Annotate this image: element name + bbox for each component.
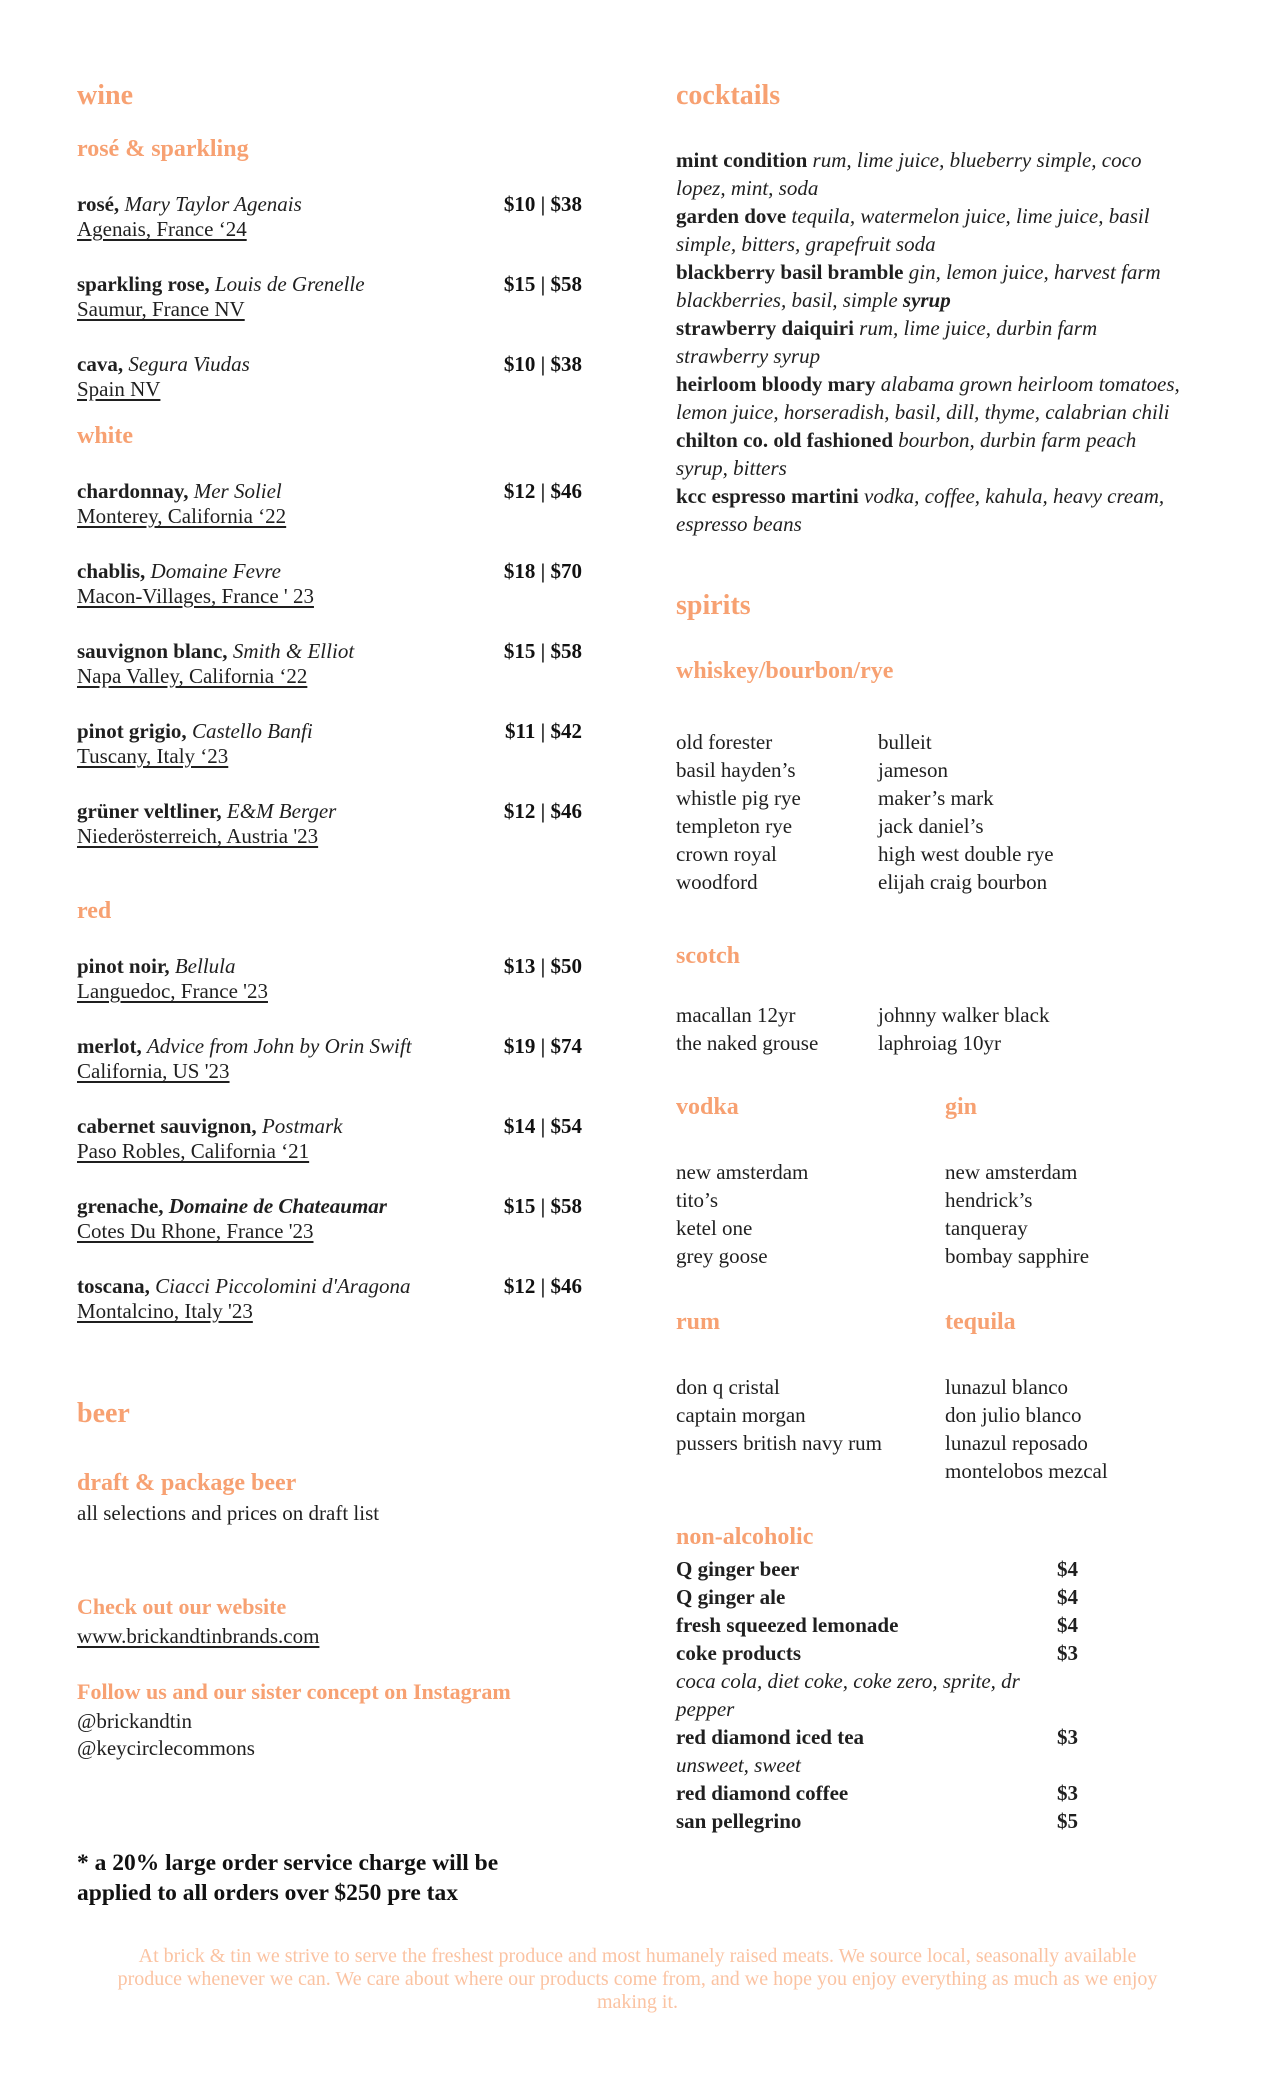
cocktails-section-header: cocktails	[676, 80, 781, 111]
scotch-title: scotch	[676, 943, 740, 969]
wine-item	[77, 1194, 582, 1244]
wine-producer: Bellula	[174, 954, 236, 978]
spirit-item: bulleit	[878, 730, 932, 754]
non-alcoholic-name: san pellegrino	[676, 1809, 802, 1833]
cocktail-name: strawberry daiquiri	[676, 316, 854, 340]
wine-item	[77, 1034, 582, 1084]
wine-item	[77, 1114, 582, 1164]
wine-item	[77, 1274, 582, 1324]
cocktail-item	[676, 314, 1190, 370]
spirit-item: jameson	[878, 758, 948, 782]
spirit-item: pussers british navy rum	[676, 1431, 882, 1455]
wine-item	[77, 479, 582, 529]
cocktail-ingredients: gin, lemon juice, harvest farm blackberries, basil, simple	[676, 260, 1161, 312]
wine-price: $15 | $58	[503, 639, 582, 663]
wine-price: $15 | $58	[503, 272, 582, 296]
cocktail-item	[676, 370, 1190, 426]
spirit-item: macallan 12yr	[676, 1003, 796, 1027]
spirit-item: hendrick’s	[945, 1188, 1033, 1212]
vodka-gin-section	[676, 1095, 1190, 1310]
website-label: Check out our website	[77, 1594, 287, 1619]
wine-region: Niederösterreich, Austria '23	[77, 824, 319, 848]
non-alcoholic-price: $4	[1057, 1585, 1078, 1609]
spirit-item: high west double rye	[878, 842, 1054, 866]
wine-region: Languedoc, France '23	[77, 979, 268, 1003]
cocktail-ingredients-bold: syrup	[897, 288, 951, 312]
cocktail-item	[676, 202, 1190, 258]
wine-name: merlot,	[77, 1034, 142, 1058]
cocktail-name: blackberry basil bramble	[676, 260, 904, 284]
wine-producer: Smith & Elliot	[232, 639, 355, 663]
wine-producer: Postmark	[261, 1114, 343, 1138]
spirit-item: basil hayden’s	[676, 758, 796, 782]
wine-producer: Castello Banfi	[191, 719, 313, 743]
whiskey-bourbon-rye-section	[676, 659, 1190, 896]
wine-item	[77, 272, 582, 322]
spirit-item: templeton rye	[676, 814, 793, 838]
spirit-item: captain morgan	[676, 1403, 806, 1427]
wine-name: sauvignon blanc,	[77, 639, 228, 663]
rum-list	[676, 1373, 936, 1457]
footer-line-3: making it.	[596, 1991, 679, 2013]
wine-item	[77, 559, 582, 609]
rum-tequila-section	[676, 1310, 1190, 1525]
spirit-item: woodford	[676, 870, 758, 894]
wine-region: Monterey, California ‘22	[77, 504, 287, 528]
non-alcoholic-price: $4	[1057, 1613, 1078, 1637]
gin-list	[945, 1158, 1190, 1270]
wine-item	[77, 352, 582, 402]
non-alcoholic-item	[676, 1723, 1078, 1751]
vodka-title: vodka	[676, 1094, 739, 1120]
wine-region: California, US '23	[77, 1059, 230, 1083]
footer-line-2: produce whenever we can. We care about where our products come from, and we hope you enjoy everything as much as we enjoy	[117, 1968, 1158, 1990]
rum-subsection	[676, 1310, 936, 1457]
wine-name: chablis,	[77, 559, 146, 583]
wine-producer: Advice from John by Orin Swift	[146, 1034, 412, 1058]
non-alcoholic-item	[676, 1555, 1078, 1583]
vodka-list	[676, 1158, 936, 1270]
wine-producer: Mary Taylor Agenais	[124, 192, 302, 216]
wine-region: Cotes Du Rhone, France '23	[77, 1219, 314, 1243]
wine-price: $18 | $70	[503, 559, 582, 583]
wine-section-header: wine	[77, 80, 133, 111]
whiskey-columns	[676, 728, 1190, 896]
wine-name: grüner veltliner,	[77, 799, 222, 823]
wine-price: $10 | $38	[503, 352, 582, 376]
wine-producer: Segura Viudas	[128, 352, 250, 376]
spirit-item: maker’s mark	[878, 786, 994, 810]
tequila-title: tequila	[945, 1309, 1016, 1335]
cocktail-name: garden dove	[676, 204, 787, 228]
scotch-column-2	[878, 1001, 1190, 1057]
non-alcoholic-title: non-alcoholic	[676, 1524, 814, 1550]
website-block	[77, 1594, 582, 1649]
wine-region: Agenais, France ‘24	[77, 217, 247, 241]
wine-region: Macon-Villages, France ' 23	[77, 584, 314, 608]
vodka-subsection	[676, 1095, 936, 1270]
whiskey-column-1	[676, 728, 878, 896]
spirit-item: montelobos mezcal	[945, 1459, 1108, 1483]
gin-subsection	[945, 1095, 1190, 1270]
spirit-item: whistle pig rye	[676, 786, 801, 810]
scotch-column-1	[676, 1001, 878, 1057]
spirit-item: new amsterdam	[945, 1160, 1078, 1184]
instagram-handle-brickandtin[interactable]: @brickandtin	[77, 1709, 192, 1733]
non-alcoholic-price: $5	[1057, 1809, 1078, 1833]
spirit-item: don q cristal	[676, 1375, 780, 1399]
non-alcoholic-name: red diamond iced tea	[676, 1725, 865, 1749]
spirit-item: tanqueray	[945, 1216, 1028, 1240]
non-alcoholic-item	[676, 1583, 1078, 1611]
rose-sparkling-section	[77, 137, 582, 432]
cocktail-ingredients: bourbon, durbin farm peach syrup, bitters	[676, 428, 1137, 480]
non-alcoholic-name: red diamond coffee	[676, 1781, 849, 1805]
spirit-item: grey goose	[676, 1244, 768, 1268]
wine-name: chardonnay,	[77, 479, 189, 503]
cocktail-item	[676, 258, 1190, 314]
rum-title: rum	[676, 1309, 720, 1335]
wine-producer: Louis de Grenelle	[214, 272, 365, 296]
wine-item	[77, 639, 582, 689]
scotch-columns	[676, 1001, 1190, 1057]
spirit-item: tito’s	[676, 1188, 719, 1212]
wine-producer: Ciacci Piccolomini d'Aragona	[155, 1274, 411, 1298]
cocktail-name: heirloom bloody mary	[676, 372, 876, 396]
spirit-item: laphroiag 10yr	[878, 1031, 1002, 1055]
wine-producer: Mer Soliel	[193, 479, 282, 503]
red-wine-section	[77, 899, 582, 1354]
wine-price: $12 | $46	[503, 799, 582, 823]
spirit-item: old forester	[676, 730, 773, 754]
non-alcoholic-item	[676, 1611, 1078, 1639]
wine-price: $11 | $42	[505, 719, 582, 743]
wine-name: pinot noir,	[77, 954, 170, 978]
instagram-label: Follow us and our sister concept on Instagram	[77, 1679, 511, 1704]
wine-item	[77, 719, 582, 769]
cocktail-name: mint condition	[676, 148, 808, 172]
wine-region: Saumur, France NV	[77, 297, 245, 321]
non-alcoholic-note: coca cola, diet coke, coke zero, sprite, dr pepper	[676, 1669, 1020, 1721]
wine-price: $10 | $38	[503, 192, 582, 216]
wine-price: $15 | $58	[503, 1194, 582, 1218]
cocktail-ingredients: rum, lime juice, durbin farm strawberry syrup	[676, 316, 1098, 368]
non-alcoholic-price: $3	[1057, 1725, 1078, 1749]
beer-section	[77, 1400, 582, 1526]
spirit-item: jack daniel’s	[878, 814, 984, 838]
non-alcoholic-name: Q ginger beer	[676, 1557, 800, 1581]
wine-region: Napa Valley, California ‘22	[77, 664, 308, 688]
non-alcoholic-item	[676, 1779, 1078, 1807]
wine-name: rosé,	[77, 192, 120, 216]
instagram-handle-keycirclecommons[interactable]: @keycirclecommons	[77, 1736, 255, 1760]
non-alcoholic-price: $3	[1057, 1781, 1078, 1805]
wine-item	[77, 799, 582, 849]
wine-name: pinot grigio,	[77, 719, 187, 743]
wine-price: $14 | $54	[503, 1114, 582, 1138]
wine-region: Spain NV	[77, 377, 161, 401]
non-alcoholic-name: coke products	[676, 1641, 802, 1665]
non-alcoholic-name: fresh squeezed lemonade	[676, 1613, 899, 1637]
rose-sparkling-title: rosé & sparkling	[77, 136, 249, 162]
rose-sparkling-items	[77, 192, 582, 402]
wine-region: Montalcino, Italy '23	[77, 1299, 253, 1323]
wine-price: $12 | $46	[503, 479, 582, 503]
website-link[interactable]: www.brickandtinbrands.com	[77, 1624, 320, 1648]
cocktail-item	[676, 146, 1190, 202]
tequila-subsection	[945, 1310, 1190, 1485]
wine-name: toscana,	[77, 1274, 150, 1298]
non-alcoholic-list	[676, 1555, 1078, 1835]
wine-name: cava,	[77, 352, 124, 376]
white-wine-section	[77, 424, 582, 879]
non-alcoholic-item	[676, 1807, 1078, 1835]
tequila-list	[945, 1373, 1190, 1485]
non-alcoholic-note: unsweet, sweet	[676, 1753, 801, 1777]
gin-title: gin	[945, 1094, 978, 1120]
red-wine-title: red	[77, 898, 112, 924]
spirit-item: crown royal	[676, 842, 777, 866]
non-alcoholic-item	[676, 1639, 1078, 1667]
spirit-item: elijah craig bourbon	[878, 870, 1048, 894]
wine-name: sparkling rose,	[77, 272, 210, 296]
spirit-item: the naked grouse	[676, 1031, 819, 1055]
wine-name: grenache,	[77, 1194, 164, 1218]
wine-producer: Domaine Fevre	[150, 559, 281, 583]
wine-region: Paso Robles, California ‘21	[77, 1139, 310, 1163]
white-wine-title: white	[77, 423, 133, 449]
service-charge-note: * a 20% large order service charge will be applied to all orders over $250 pre tax	[77, 1850, 499, 1906]
spirit-item: lunazul reposado	[945, 1431, 1088, 1455]
red-wine-items	[77, 954, 582, 1324]
non-alcoholic-section	[676, 1525, 1078, 1835]
wine-item	[77, 192, 582, 242]
beer-section-header: beer	[77, 1398, 130, 1429]
cocktail-name: kcc espresso martini	[676, 484, 859, 508]
whiskey-column-2	[878, 728, 1190, 896]
footer-line-1: At brick & tin we strive to serve the freshest produce and most humanely raised meats. We source local, seasonally available	[138, 1945, 1137, 1967]
cocktail-ingredients: tequila, watermelon juice, lime juice, basil simple, bitters, grapefruit soda	[676, 204, 1150, 256]
cocktail-ingredients: rum, lime juice, blueberry simple, coco lopez, mint, soda	[676, 148, 1142, 200]
cocktail-ingredients: alabama grown heirloom tomatoes, lemon juice, horseradish, basil, dill, thyme, calabrian chili	[676, 372, 1180, 424]
wine-producer: Domaine de Chateaumar	[168, 1194, 387, 1218]
draft-package-beer-title: draft & package beer	[77, 1470, 297, 1496]
wine-price: $12 | $46	[503, 1274, 582, 1298]
scotch-section	[676, 944, 1190, 1057]
footer-mission-statement	[60, 1945, 1215, 2014]
non-alcoholic-name: Q ginger ale	[676, 1585, 786, 1609]
spirit-item: lunazul blanco	[945, 1375, 1069, 1399]
cocktail-ingredients: vodka, coffee, kahula, heavy cream, espresso beans	[676, 484, 1165, 536]
cocktail-item	[676, 482, 1190, 538]
spirit-item: don julio blanco	[945, 1403, 1082, 1427]
spirit-item: johnny walker black	[878, 1003, 1050, 1027]
spirit-item: new amsterdam	[676, 1160, 809, 1184]
white-wine-items	[77, 479, 582, 849]
wine-name: cabernet sauvignon,	[77, 1114, 257, 1138]
wine-region: Tuscany, Italy ‘23	[77, 744, 229, 768]
wine-price: $13 | $50	[503, 954, 582, 978]
whiskey-bourbon-rye-title: whiskey/bourbon/rye	[676, 658, 894, 684]
instagram-block	[77, 1679, 582, 1762]
spirits-section-header: spirits	[676, 590, 751, 621]
wine-price: $19 | $74	[503, 1034, 582, 1058]
non-alcoholic-price: $3	[1057, 1641, 1078, 1665]
beer-note: all selections and prices on draft list	[77, 1501, 380, 1525]
spirit-item: ketel one	[676, 1216, 753, 1240]
wine-producer: E&M Berger	[226, 799, 337, 823]
cocktail-item	[676, 426, 1190, 482]
spirit-item: bombay sapphire	[945, 1244, 1090, 1268]
non-alcoholic-price: $4	[1057, 1557, 1078, 1581]
wine-item	[77, 954, 582, 1004]
cocktail-list	[676, 146, 1190, 538]
cocktail-name: chilton co. old fashioned	[676, 428, 894, 452]
